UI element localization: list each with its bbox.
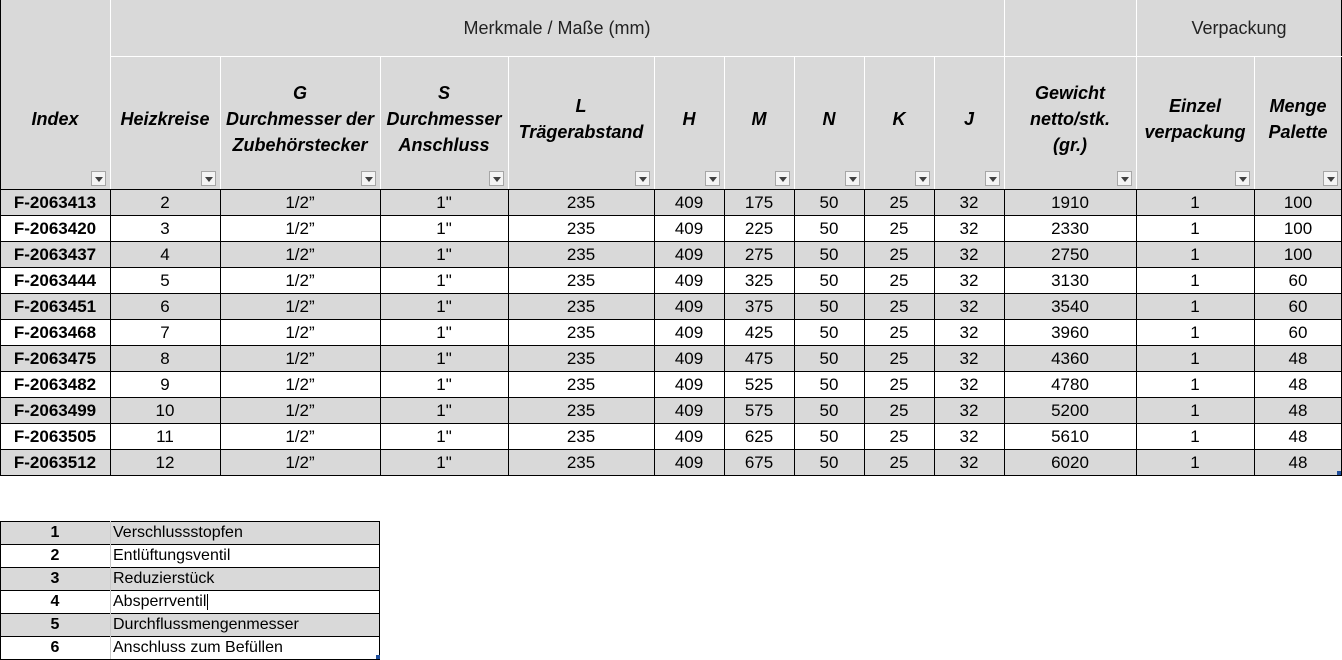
- data-cell[interactable]: 1: [1136, 215, 1254, 241]
- filter-button[interactable]: [361, 171, 376, 186]
- chevron-down-icon: [1121, 177, 1129, 182]
- grid-line: [220, 56, 221, 189]
- data-cell[interactable]: 25: [864, 293, 934, 319]
- group-header-weight[interactable]: [1004, 0, 1136, 56]
- data-cell[interactable]: 9: [110, 371, 220, 397]
- resize-handle[interactable]: [376, 655, 380, 659]
- data-cell[interactable]: 25: [864, 397, 934, 423]
- data-cell[interactable]: 409: [654, 267, 724, 293]
- data-cell[interactable]: 48: [1254, 371, 1342, 397]
- data-cell[interactable]: 1: [1136, 267, 1254, 293]
- data-cell[interactable]: 32: [934, 241, 1004, 267]
- data-cell[interactable]: 4: [110, 241, 220, 267]
- data-cell[interactable]: 32: [934, 449, 1004, 475]
- grid-line: [934, 189, 935, 475]
- chevron-down-icon: [205, 177, 213, 182]
- grid-line: [380, 189, 381, 475]
- grid-line: [864, 189, 865, 475]
- column-header[interactable]: M: [724, 56, 794, 189]
- legend-number[interactable]: 3: [0, 567, 110, 590]
- grid-line: [864, 56, 865, 189]
- data-cell[interactable]: 25: [864, 241, 934, 267]
- data-cell[interactable]: 1/2”: [220, 293, 380, 319]
- data-cell[interactable]: 2330: [1004, 215, 1136, 241]
- data-cell[interactable]: 50: [794, 345, 864, 371]
- grid-line: [110, 56, 1342, 57]
- data-cell[interactable]: 525: [724, 371, 794, 397]
- data-cell[interactable]: 11: [110, 423, 220, 449]
- data-cell[interactable]: 235: [508, 293, 654, 319]
- data-cell[interactable]: 1": [380, 215, 508, 241]
- filter-button[interactable]: [1117, 171, 1132, 186]
- data-cell[interactable]: 3: [110, 215, 220, 241]
- data-cell[interactable]: 6020: [1004, 449, 1136, 475]
- data-cell[interactable]: 32: [934, 319, 1004, 345]
- data-cell[interactable]: 1/2”: [220, 215, 380, 241]
- filter-button[interactable]: [1235, 171, 1250, 186]
- column-header[interactable]: Menge Palette: [1254, 56, 1342, 189]
- data-cell[interactable]: 1": [380, 319, 508, 345]
- data-cell[interactable]: 409: [654, 293, 724, 319]
- data-cell[interactable]: 235: [508, 267, 654, 293]
- data-cell[interactable]: 225: [724, 215, 794, 241]
- column-header[interactable]: Index: [0, 56, 110, 189]
- data-cell[interactable]: 32: [934, 345, 1004, 371]
- data-cell[interactable]: 675: [724, 449, 794, 475]
- data-cell[interactable]: 25: [864, 345, 934, 371]
- data-cell[interactable]: 50: [794, 241, 864, 267]
- data-cell[interactable]: 25: [864, 449, 934, 475]
- grid-line: [1254, 56, 1255, 189]
- data-cell[interactable]: 1: [1136, 189, 1254, 215]
- grid-line: [1254, 189, 1255, 475]
- grid-line: [0, 567, 380, 568]
- data-cell[interactable]: 10: [110, 397, 220, 423]
- column-header[interactable]: N: [794, 56, 864, 189]
- data-cell[interactable]: 12: [110, 449, 220, 475]
- grid-line: [0, 293, 1342, 294]
- data-cell[interactable]: 235: [508, 345, 654, 371]
- data-cell[interactable]: 1/2”: [220, 449, 380, 475]
- grid-line: [1136, 189, 1137, 475]
- grid-line: [724, 189, 725, 475]
- column-header[interactable]: Gewicht netto/stk. (gr.): [1004, 56, 1136, 189]
- data-cell[interactable]: 409: [654, 319, 724, 345]
- grid-line: [934, 56, 935, 189]
- data-cell[interactable]: 1/2”: [220, 423, 380, 449]
- data-cell[interactable]: 1: [1136, 319, 1254, 345]
- data-cell[interactable]: 32: [934, 215, 1004, 241]
- column-header[interactable]: S Durchmesser Anschluss: [380, 56, 508, 189]
- data-cell[interactable]: 1/2”: [220, 319, 380, 345]
- data-cell[interactable]: 235: [508, 319, 654, 345]
- data-cell[interactable]: 325: [724, 267, 794, 293]
- data-cell[interactable]: 625: [724, 423, 794, 449]
- data-cell[interactable]: 8: [110, 345, 220, 371]
- legend-number[interactable]: 4: [0, 590, 110, 613]
- grid-line: [724, 56, 725, 189]
- data-cell[interactable]: 409: [654, 189, 724, 215]
- data-cell[interactable]: 4780: [1004, 371, 1136, 397]
- data-cell[interactable]: 409: [654, 449, 724, 475]
- data-cell[interactable]: 1": [380, 267, 508, 293]
- column-header[interactable]: Heizkreise: [110, 56, 220, 189]
- data-cell[interactable]: 50: [794, 423, 864, 449]
- chevron-down-icon: [989, 177, 997, 182]
- grid-line: [0, 475, 1342, 476]
- data-cell[interactable]: 1": [380, 423, 508, 449]
- data-cell[interactable]: 50: [794, 371, 864, 397]
- data-cell[interactable]: 235: [508, 189, 654, 215]
- index-cell[interactable]: F-2063475: [0, 345, 110, 371]
- data-cell[interactable]: 1: [1136, 293, 1254, 319]
- grid-line: [794, 56, 795, 189]
- group-header-packaging[interactable]: Verpackung: [1136, 0, 1342, 56]
- legend-label[interactable]: Verschlussstopfen: [110, 521, 380, 544]
- data-cell[interactable]: 25: [864, 371, 934, 397]
- data-cell[interactable]: 60: [1254, 293, 1342, 319]
- legend-label[interactable]: Absperrventil: [110, 590, 380, 613]
- index-cell[interactable]: F-2063512: [0, 449, 110, 475]
- index-cell[interactable]: F-2063451: [0, 293, 110, 319]
- data-cell[interactable]: 235: [508, 241, 654, 267]
- data-cell[interactable]: 1: [1136, 449, 1254, 475]
- data-cell[interactable]: 409: [654, 423, 724, 449]
- data-cell[interactable]: 235: [508, 215, 654, 241]
- data-cell[interactable]: 235: [508, 423, 654, 449]
- data-cell[interactable]: 235: [508, 371, 654, 397]
- legend-label[interactable]: Anschluss zum Befüllen: [110, 636, 380, 659]
- grid-line: [1136, 0, 1137, 189]
- index-cell[interactable]: F-2063413: [0, 189, 110, 215]
- data-cell[interactable]: 100: [1254, 215, 1342, 241]
- filter-button[interactable]: [489, 171, 504, 186]
- data-cell[interactable]: 50: [794, 267, 864, 293]
- data-cell[interactable]: 1910: [1004, 189, 1136, 215]
- data-cell[interactable]: 275: [724, 241, 794, 267]
- data-cell[interactable]: 409: [654, 345, 724, 371]
- text-cursor: [207, 594, 208, 610]
- index-cell[interactable]: F-2063437: [0, 241, 110, 267]
- data-cell[interactable]: 32: [934, 293, 1004, 319]
- data-cell[interactable]: 409: [654, 241, 724, 267]
- grid-line: [0, 397, 1342, 398]
- filter-button[interactable]: [845, 171, 860, 186]
- index-cell[interactable]: F-2063505: [0, 423, 110, 449]
- grid-line: [508, 56, 509, 189]
- data-cell[interactable]: 32: [934, 371, 1004, 397]
- index-cell[interactable]: F-2063482: [0, 371, 110, 397]
- grid-line: [0, 544, 380, 545]
- data-cell[interactable]: 1/2”: [220, 397, 380, 423]
- chevron-down-icon: [1239, 177, 1247, 182]
- data-cell[interactable]: 1/2”: [220, 345, 380, 371]
- data-cell[interactable]: 5610: [1004, 423, 1136, 449]
- resize-handle[interactable]: [1337, 471, 1341, 475]
- data-cell[interactable]: 48: [1254, 397, 1342, 423]
- legend-label[interactable]: Reduzierstück: [110, 567, 380, 590]
- grid-line: [380, 56, 381, 189]
- index-cell[interactable]: F-2063420: [0, 215, 110, 241]
- header-corner[interactable]: [0, 0, 110, 56]
- chevron-down-icon: [779, 177, 787, 182]
- column-header[interactable]: Einzel verpackung: [1136, 56, 1254, 189]
- data-cell[interactable]: 1: [1136, 345, 1254, 371]
- data-cell[interactable]: 235: [508, 397, 654, 423]
- legend-label[interactable]: Durchflussmengenmesser: [110, 613, 380, 636]
- data-cell[interactable]: 2750: [1004, 241, 1136, 267]
- grid-line: [1004, 189, 1005, 475]
- legend-number[interactable]: 5: [0, 613, 110, 636]
- data-cell[interactable]: 7: [110, 319, 220, 345]
- data-cell[interactable]: 409: [654, 397, 724, 423]
- data-cell[interactable]: 60: [1254, 267, 1342, 293]
- data-cell[interactable]: 1": [380, 241, 508, 267]
- grid-line: [654, 189, 655, 475]
- index-cell[interactable]: F-2063468: [0, 319, 110, 345]
- grid-line: [0, 267, 1342, 268]
- data-cell[interactable]: 1": [380, 189, 508, 215]
- filter-button[interactable]: [91, 171, 106, 186]
- grid-line: [220, 189, 221, 475]
- column-header[interactable]: K: [864, 56, 934, 189]
- data-cell[interactable]: 100: [1254, 189, 1342, 215]
- data-cell[interactable]: 409: [654, 215, 724, 241]
- filter-button[interactable]: [985, 171, 1000, 186]
- grid-line: [0, 189, 1342, 190]
- group-header-dimensions[interactable]: Merkmale / Maße (mm): [110, 0, 1004, 56]
- data-cell[interactable]: 48: [1254, 449, 1342, 475]
- grid-line: [110, 521, 111, 659]
- column-header[interactable]: J: [934, 56, 1004, 189]
- data-cell[interactable]: 235: [508, 449, 654, 475]
- grid-line: [508, 189, 509, 475]
- data-cell[interactable]: 425: [724, 319, 794, 345]
- data-cell[interactable]: 32: [934, 267, 1004, 293]
- legend-number[interactable]: 2: [0, 544, 110, 567]
- grid-line: [0, 590, 380, 591]
- data-cell[interactable]: 3960: [1004, 319, 1136, 345]
- data-cell[interactable]: 1: [1136, 371, 1254, 397]
- data-cell[interactable]: 100: [1254, 241, 1342, 267]
- grid-line: [110, 189, 111, 475]
- data-cell[interactable]: 50: [794, 293, 864, 319]
- data-cell[interactable]: 50: [794, 397, 864, 423]
- data-cell[interactable]: 1": [380, 397, 508, 423]
- data-cell[interactable]: 48: [1254, 345, 1342, 371]
- grid-line: [0, 521, 380, 522]
- data-cell[interactable]: 25: [864, 423, 934, 449]
- grid-line: [654, 56, 655, 189]
- data-cell[interactable]: 1/2”: [220, 189, 380, 215]
- index-cell[interactable]: F-2063444: [0, 267, 110, 293]
- chevron-down-icon: [493, 177, 501, 182]
- data-cell[interactable]: 50: [794, 189, 864, 215]
- grid-line: [0, 521, 1, 659]
- data-cell[interactable]: 50: [794, 449, 864, 475]
- data-cell[interactable]: 1": [380, 345, 508, 371]
- grid-line: [0, 215, 1342, 216]
- data-cell[interactable]: 1": [380, 371, 508, 397]
- data-cell[interactable]: 1/2”: [220, 371, 380, 397]
- data-cell[interactable]: 25: [864, 189, 934, 215]
- chevron-down-icon: [95, 177, 103, 182]
- column-header[interactable]: G Durchmesser der Zubehörstecker: [220, 56, 380, 189]
- grid-line: [1004, 0, 1005, 189]
- data-cell[interactable]: 2: [110, 189, 220, 215]
- grid-line: [794, 189, 795, 475]
- grid-line: [0, 423, 1342, 424]
- grid-line: [0, 345, 1342, 346]
- data-cell[interactable]: 1: [1136, 397, 1254, 423]
- column-header[interactable]: H: [654, 56, 724, 189]
- legend-label[interactable]: Entlüftungsventil: [110, 544, 380, 567]
- legend-number[interactable]: 1: [0, 521, 110, 544]
- data-cell[interactable]: 375: [724, 293, 794, 319]
- data-cell[interactable]: 60: [1254, 319, 1342, 345]
- data-cell[interactable]: 5: [110, 267, 220, 293]
- filter-button[interactable]: [775, 171, 790, 186]
- data-cell[interactable]: 32: [934, 397, 1004, 423]
- filter-button[interactable]: [1323, 171, 1338, 186]
- data-cell[interactable]: 1: [1136, 241, 1254, 267]
- data-cell[interactable]: 1/2”: [220, 267, 380, 293]
- chevron-down-icon: [709, 177, 717, 182]
- data-cell[interactable]: 1/2”: [220, 241, 380, 267]
- grid-line: [0, 449, 1342, 450]
- data-cell[interactable]: 1: [1136, 423, 1254, 449]
- data-cell[interactable]: 32: [934, 189, 1004, 215]
- chevron-down-icon: [919, 177, 927, 182]
- data-cell[interactable]: 50: [794, 215, 864, 241]
- grid-line: [0, 636, 380, 637]
- data-cell[interactable]: 175: [724, 189, 794, 215]
- data-cell[interactable]: 48: [1254, 423, 1342, 449]
- data-cell[interactable]: 1": [380, 293, 508, 319]
- data-cell[interactable]: 3540: [1004, 293, 1136, 319]
- grid-line: [0, 319, 1342, 320]
- grid-line: [0, 613, 380, 614]
- chevron-down-icon: [365, 177, 373, 182]
- grid-line: [379, 521, 380, 659]
- chevron-down-icon: [849, 177, 857, 182]
- data-cell[interactable]: 3130: [1004, 267, 1136, 293]
- data-cell[interactable]: 575: [724, 397, 794, 423]
- index-cell[interactable]: F-2063499: [0, 397, 110, 423]
- data-cell[interactable]: 25: [864, 319, 934, 345]
- data-cell[interactable]: 4360: [1004, 345, 1136, 371]
- data-cell[interactable]: 25: [864, 215, 934, 241]
- chevron-down-icon: [1327, 177, 1335, 182]
- grid-line: [0, 0, 1, 475]
- data-cell[interactable]: 32: [934, 423, 1004, 449]
- data-cell[interactable]: 475: [724, 345, 794, 371]
- data-cell[interactable]: 409: [654, 371, 724, 397]
- filter-button[interactable]: [915, 171, 930, 186]
- filter-button[interactable]: [201, 171, 216, 186]
- data-cell[interactable]: 25: [864, 267, 934, 293]
- filter-button[interactable]: [705, 171, 720, 186]
- chevron-down-icon: [639, 177, 647, 182]
- data-cell[interactable]: 1": [380, 449, 508, 475]
- grid-line: [0, 241, 1342, 242]
- grid-line: [110, 0, 111, 189]
- data-cell[interactable]: 50: [794, 319, 864, 345]
- column-header[interactable]: L Trägerabstand: [508, 56, 654, 189]
- data-cell[interactable]: 5200: [1004, 397, 1136, 423]
- grid-line: [0, 371, 1342, 372]
- filter-button[interactable]: [635, 171, 650, 186]
- legend-number[interactable]: 6: [0, 636, 110, 659]
- data-cell[interactable]: 6: [110, 293, 220, 319]
